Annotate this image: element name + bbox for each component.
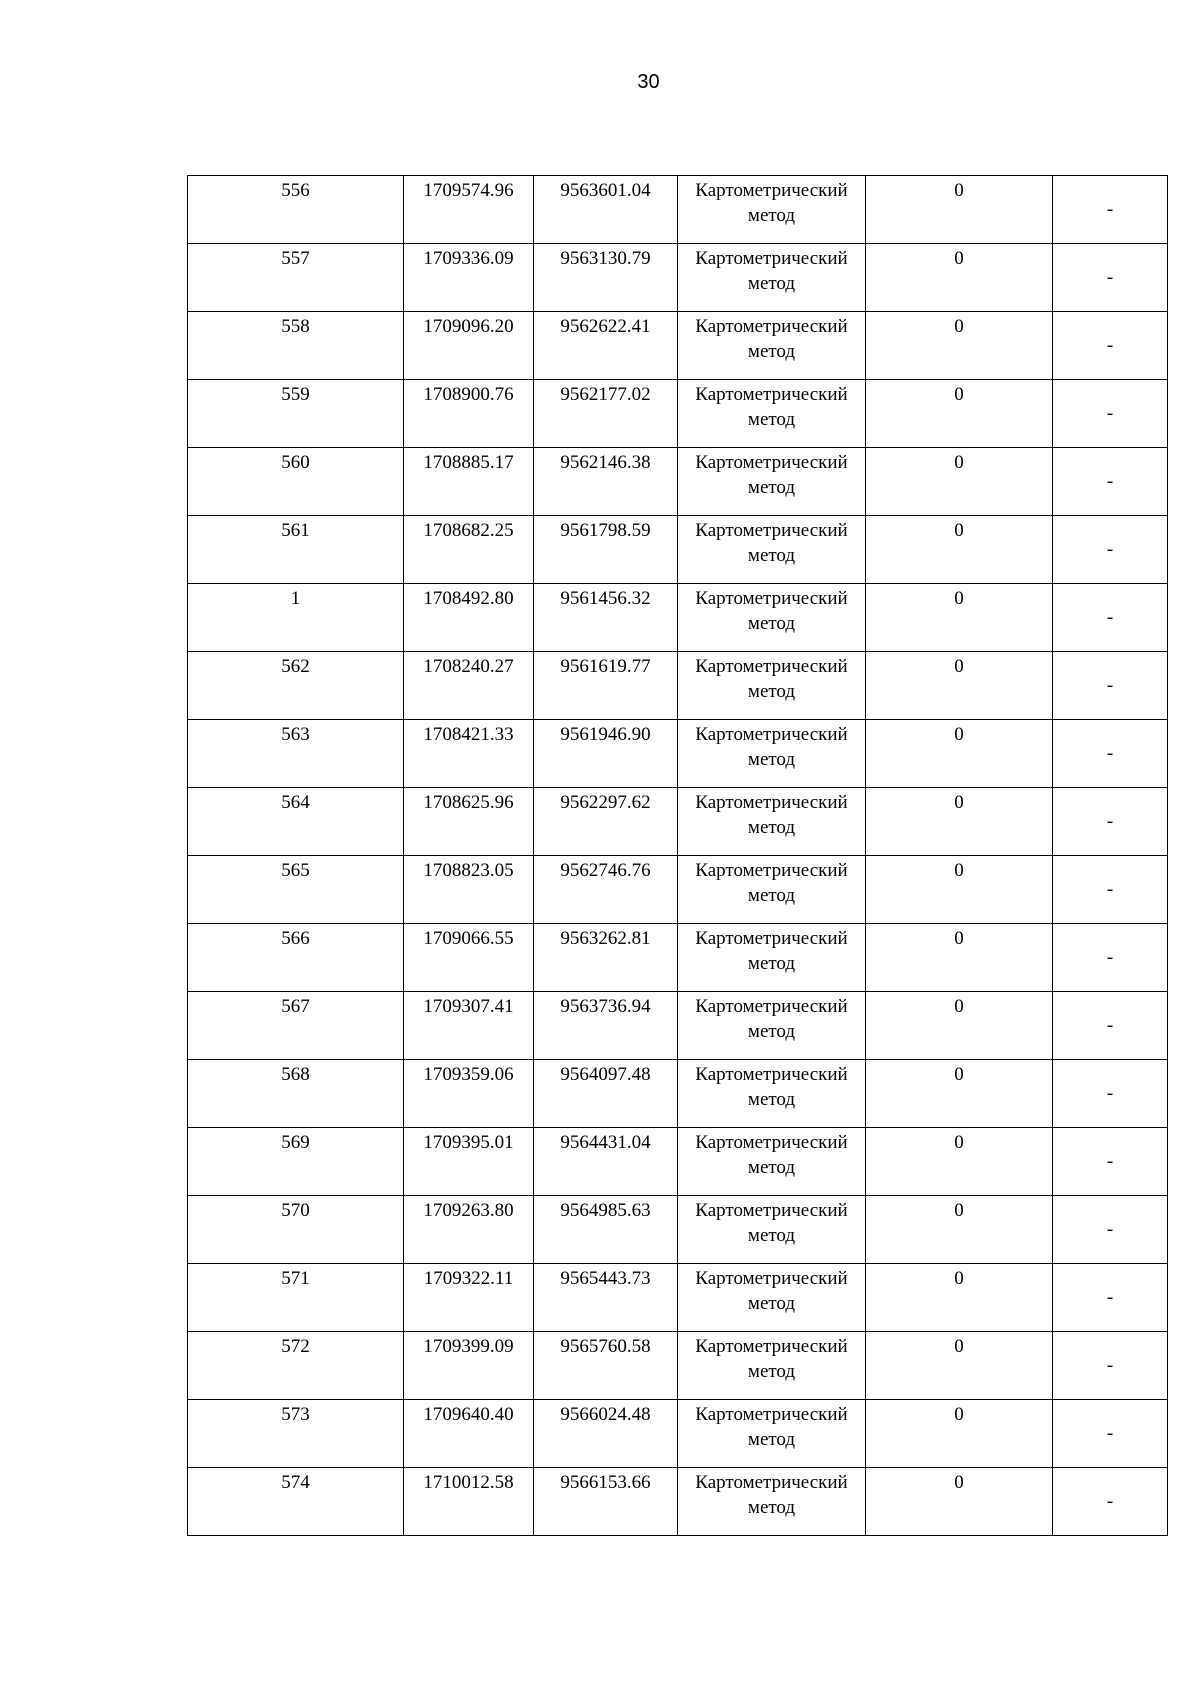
point-number-cell: 565 [188,856,404,924]
x-coordinate-cell: 1710012.58 [404,1468,534,1536]
point-number-cell: 572 [188,1332,404,1400]
method-cell: Картометрический метод [678,380,866,448]
y-coordinate-cell: 9562297.62 [534,788,678,856]
y-coordinate-cell: 9561456.32 [534,584,678,652]
y-coordinate-cell: 9562177.02 [534,380,678,448]
x-coordinate-cell: 1709574.96 [404,176,534,244]
accuracy-cell: 0 [866,1128,1053,1196]
y-coordinate-cell: 9562622.41 [534,312,678,380]
accuracy-cell: 0 [866,1196,1053,1264]
x-coordinate-cell: 1708823.05 [404,856,534,924]
table-row [188,720,1168,788]
accuracy-cell: 0 [866,312,1053,380]
x-coordinate-cell: 1709263.80 [404,1196,534,1264]
point-number-cell: 562 [188,652,404,720]
table-row [188,516,1168,584]
method-cell: Картометрический метод [678,652,866,720]
x-coordinate-cell: 1709307.41 [404,992,534,1060]
table-row [188,788,1168,856]
table-row [188,1332,1168,1400]
description-cell: - [1053,244,1168,312]
method-cell: Картометрический метод [678,244,866,312]
description-cell: - [1053,1468,1168,1536]
y-coordinate-cell: 9565760.58 [534,1332,678,1400]
y-coordinate-cell: 9562746.76 [534,856,678,924]
table-row [188,584,1168,652]
y-coordinate-cell: 9566024.48 [534,1400,678,1468]
method-cell: Картометрический метод [678,1060,866,1128]
point-number-cell: 1 [188,584,404,652]
x-coordinate-cell: 1709395.01 [404,1128,534,1196]
point-number-cell: 560 [188,448,404,516]
x-coordinate-cell: 1708240.27 [404,652,534,720]
point-number-cell: 571 [188,1264,404,1332]
table-row [188,992,1168,1060]
table-row [188,1400,1168,1468]
accuracy-cell: 0 [866,1332,1053,1400]
x-coordinate-cell: 1709322.11 [404,1264,534,1332]
x-coordinate-cell: 1708885.17 [404,448,534,516]
y-coordinate-cell: 9563736.94 [534,992,678,1060]
accuracy-cell: 0 [866,516,1053,584]
coordinates-table [187,175,1168,1536]
description-cell: - [1053,1332,1168,1400]
page-number: 30 [637,71,660,93]
table-row [188,380,1168,448]
method-cell: Картометрический метод [678,448,866,516]
description-cell: - [1053,1264,1168,1332]
x-coordinate-cell: 1708900.76 [404,380,534,448]
point-number-cell: 570 [188,1196,404,1264]
method-cell: Картометрический метод [678,1196,866,1264]
table-row [188,1468,1168,1536]
y-coordinate-cell: 9564097.48 [534,1060,678,1128]
point-number-cell: 573 [188,1400,404,1468]
table-row [188,1128,1168,1196]
accuracy-cell: 0 [866,788,1053,856]
x-coordinate-cell: 1708682.25 [404,516,534,584]
point-number-cell: 559 [188,380,404,448]
x-coordinate-cell: 1708492.80 [404,584,534,652]
accuracy-cell: 0 [866,1264,1053,1332]
y-coordinate-cell: 9563130.79 [534,244,678,312]
accuracy-cell: 0 [866,1060,1053,1128]
table-row [188,856,1168,924]
table-row [188,176,1168,244]
y-coordinate-cell: 9566153.66 [534,1468,678,1536]
description-cell: - [1053,924,1168,992]
method-cell: Картометрический метод [678,584,866,652]
description-cell: - [1053,380,1168,448]
description-cell: - [1053,856,1168,924]
description-cell: - [1053,1060,1168,1128]
table-row [188,1264,1168,1332]
table-row [188,1060,1168,1128]
method-cell: Картометрический метод [678,1128,866,1196]
method-cell: Картометрический метод [678,1468,866,1536]
point-number-cell: 567 [188,992,404,1060]
method-cell: Картометрический метод [678,1332,866,1400]
x-coordinate-cell: 1709336.09 [404,244,534,312]
method-cell: Картометрический метод [678,176,866,244]
x-coordinate-cell: 1708625.96 [404,788,534,856]
accuracy-cell: 0 [866,176,1053,244]
accuracy-cell: 0 [866,652,1053,720]
accuracy-cell: 0 [866,380,1053,448]
y-coordinate-cell: 9564431.04 [534,1128,678,1196]
method-cell: Картометрический метод [678,856,866,924]
point-number-cell: 558 [188,312,404,380]
description-cell: - [1053,652,1168,720]
description-cell: - [1053,1196,1168,1264]
point-number-cell: 566 [188,924,404,992]
x-coordinate-cell: 1709066.55 [404,924,534,992]
method-cell: Картометрический метод [678,1400,866,1468]
y-coordinate-cell: 9563262.81 [534,924,678,992]
y-coordinate-cell: 9561619.77 [534,652,678,720]
table-row [188,1196,1168,1264]
y-coordinate-cell: 9561946.90 [534,720,678,788]
y-coordinate-cell: 9563601.04 [534,176,678,244]
point-number-cell: 564 [188,788,404,856]
y-coordinate-cell: 9561798.59 [534,516,678,584]
method-cell: Картометрический метод [678,788,866,856]
point-number-cell: 574 [188,1468,404,1536]
x-coordinate-cell: 1709640.40 [404,1400,534,1468]
accuracy-cell: 0 [866,584,1053,652]
description-cell: - [1053,176,1168,244]
accuracy-cell: 0 [866,1400,1053,1468]
description-cell: - [1053,720,1168,788]
method-cell: Картометрический метод [678,1264,866,1332]
x-coordinate-cell: 1709399.09 [404,1332,534,1400]
point-number-cell: 563 [188,720,404,788]
description-cell: - [1053,992,1168,1060]
point-number-cell: 568 [188,1060,404,1128]
table-row [188,924,1168,992]
coordinates-table-body [188,176,1168,1536]
x-coordinate-cell: 1708421.33 [404,720,534,788]
description-cell: - [1053,1128,1168,1196]
table-row [188,312,1168,380]
y-coordinate-cell: 9565443.73 [534,1264,678,1332]
point-number-cell: 557 [188,244,404,312]
description-cell: - [1053,312,1168,380]
table-row [188,244,1168,312]
description-cell: - [1053,1400,1168,1468]
x-coordinate-cell: 1709096.20 [404,312,534,380]
accuracy-cell: 0 [866,244,1053,312]
method-cell: Картометрический метод [678,516,866,584]
point-number-cell: 569 [188,1128,404,1196]
y-coordinate-cell: 9562146.38 [534,448,678,516]
point-number-cell: 556 [188,176,404,244]
table-row [188,448,1168,516]
method-cell: Картометрический метод [678,312,866,380]
table-row [188,652,1168,720]
accuracy-cell: 0 [866,992,1053,1060]
description-cell: - [1053,788,1168,856]
accuracy-cell: 0 [866,720,1053,788]
description-cell: - [1053,516,1168,584]
point-number-cell: 561 [188,516,404,584]
y-coordinate-cell: 9564985.63 [534,1196,678,1264]
accuracy-cell: 0 [866,924,1053,992]
description-cell: - [1053,584,1168,652]
accuracy-cell: 0 [866,1468,1053,1536]
method-cell: Картометрический метод [678,992,866,1060]
x-coordinate-cell: 1709359.06 [404,1060,534,1128]
accuracy-cell: 0 [866,448,1053,516]
method-cell: Картометрический метод [678,720,866,788]
accuracy-cell: 0 [866,856,1053,924]
method-cell: Картометрический метод [678,924,866,992]
description-cell: - [1053,448,1168,516]
